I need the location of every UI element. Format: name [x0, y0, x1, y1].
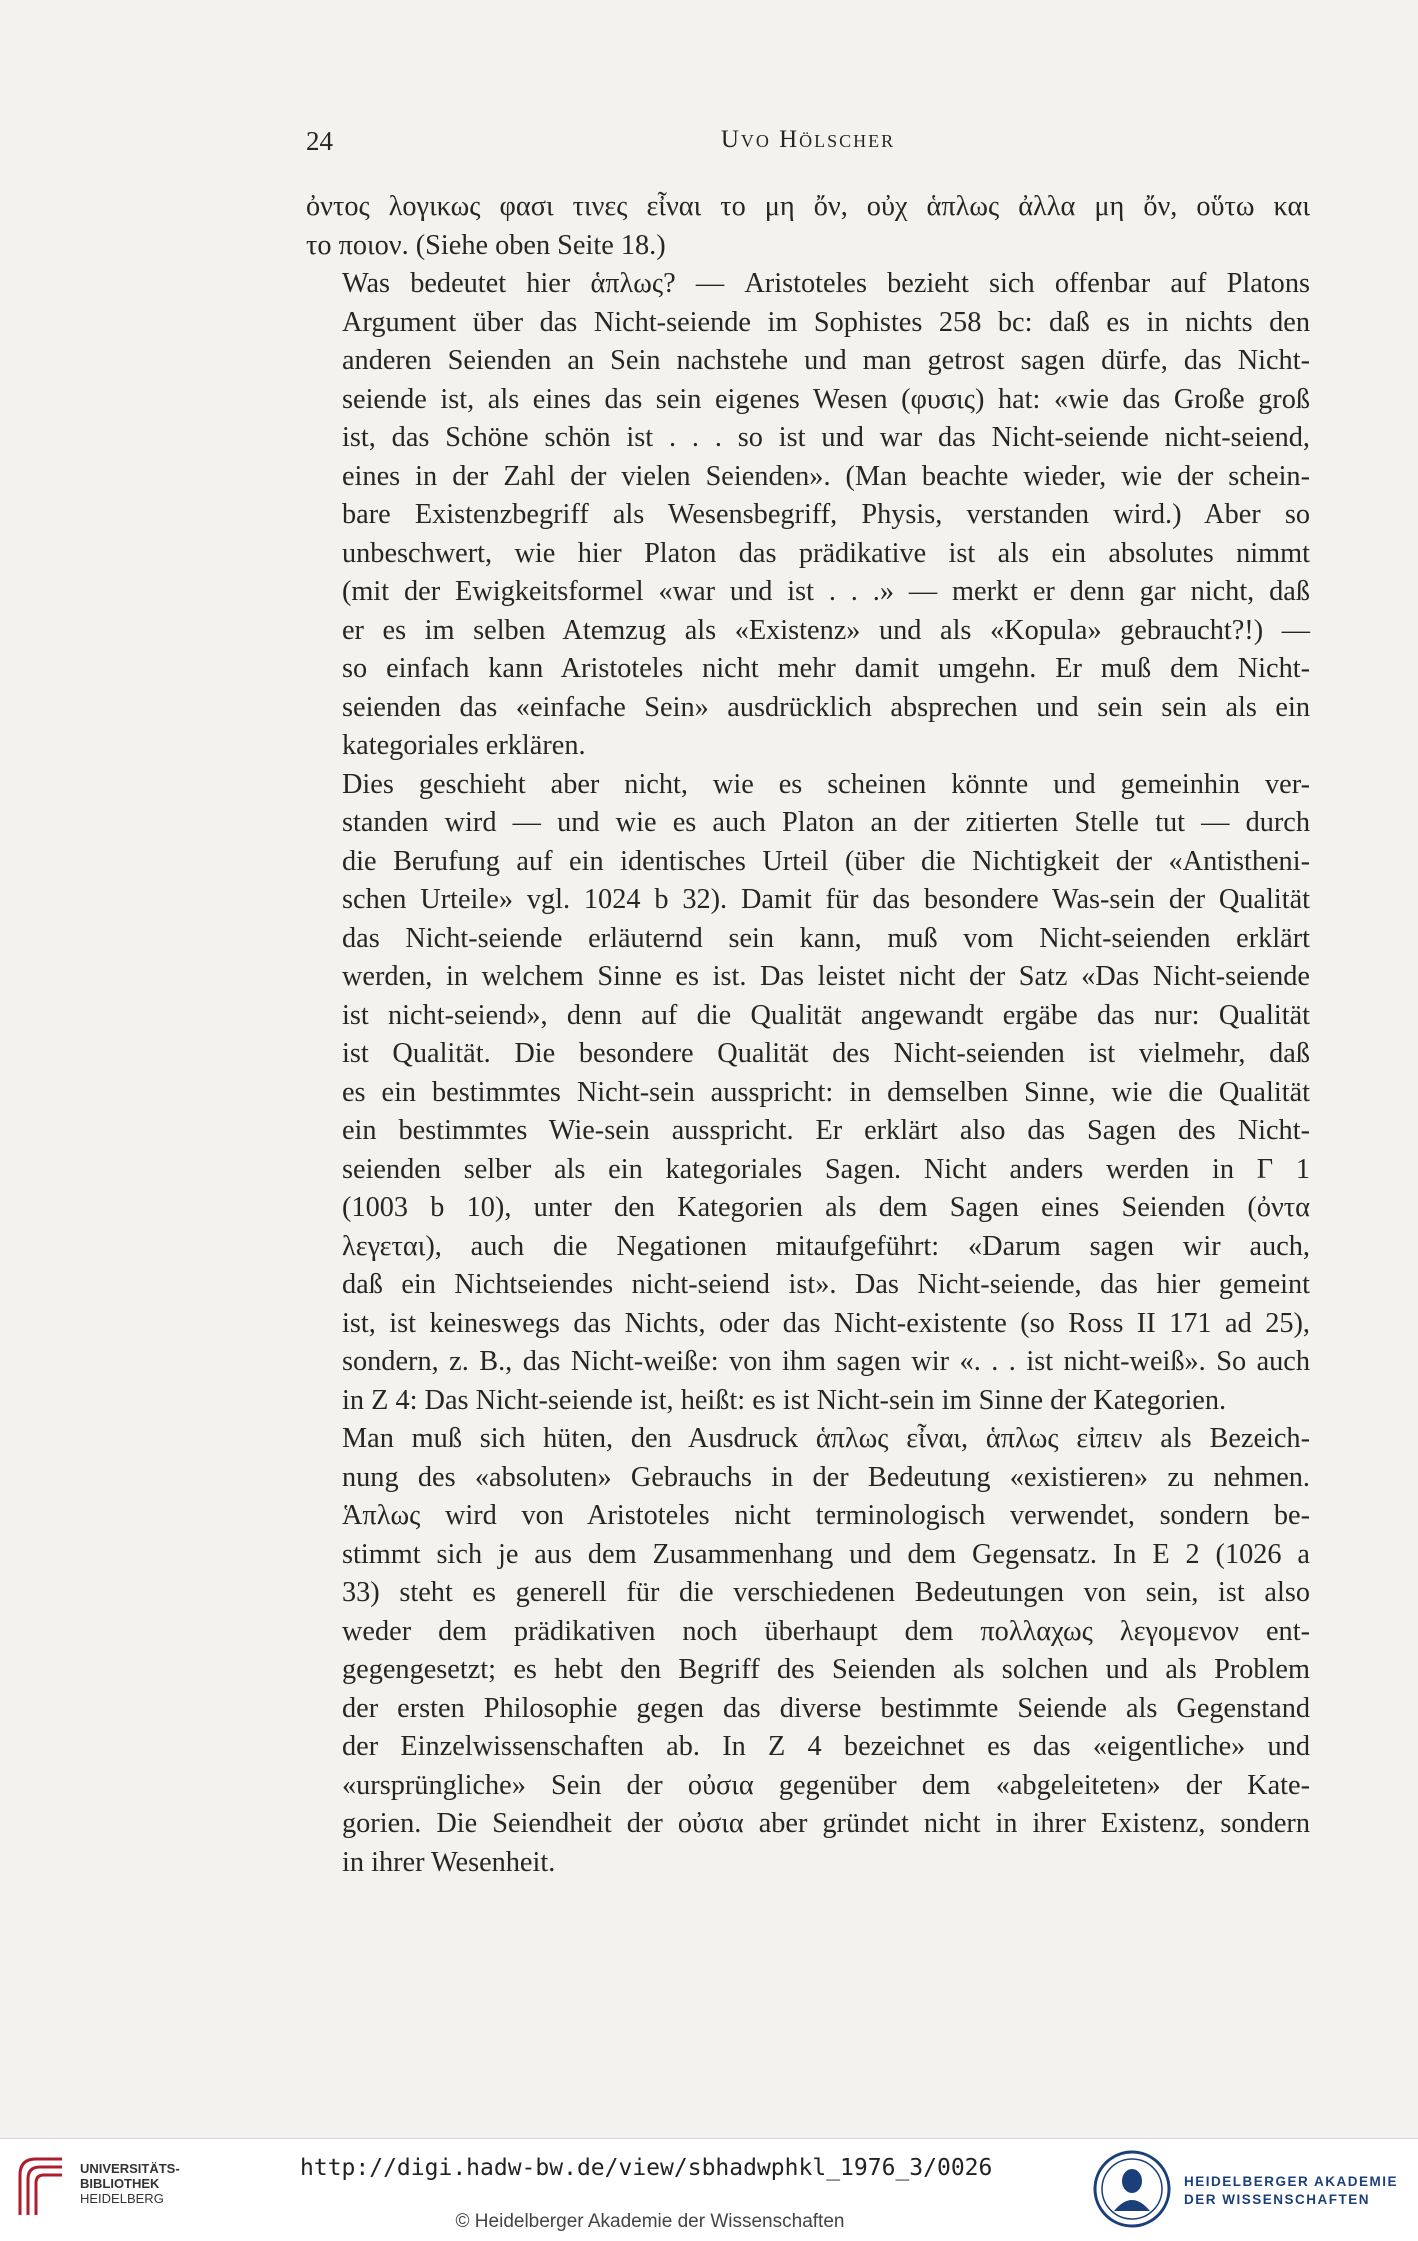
- text-line: das Nicht-seiende erläuternd sein kann, muß vom Nicht-seienden erklärt: [342, 922, 1310, 954]
- text-line: λεγεται), auch die Negationen mitaufgeführt: «Darum sagen wir auch,: [342, 1230, 1310, 1262]
- text-line: kategoriales erklären.: [342, 730, 586, 761]
- page-number: 24: [306, 126, 333, 156]
- text-line: ein bestimmtes Wie-sein ausspricht. Er erklärt also das Sagen des Nicht-: [342, 1115, 1310, 1146]
- text-line: Ἁπλως wird von Aristoteles nicht terminologisch verwendet, sondern be-: [342, 1500, 1310, 1531]
- text-line: gegengesetzt; es hebt den Begriff des Seienden als solchen und als Problem: [342, 1654, 1310, 1685]
- text-line: weder dem prädikativen noch überhaupt dem πολλαχως λεγομενον ent-: [342, 1615, 1310, 1647]
- text-line: Dies geschieht aber nicht, wie es scheinen könnte und gemeinhin ver-: [342, 768, 1310, 800]
- paragraph: [306, 766, 1310, 1421]
- text-line: bare Existenzbegriff als Wesensbegriff, Physis, verstanden wird.) Aber so: [342, 499, 1310, 530]
- text-line: der ersten Philosophie gegen das diverse bestimmte Seiende als Gegenstand: [342, 1692, 1310, 1724]
- academy-seal-icon: [1092, 2149, 1172, 2229]
- text-line: το ποιον. (Siehe oben Seite 18.): [306, 229, 666, 261]
- text-line: die Berufung auf ein identisches Urteil (über die Nichtigkeit der «Antistheni-: [342, 845, 1310, 877]
- text-line: (1003 b 10), unter den Kategorien als dem Sagen eines Seienden (ὀντα: [342, 1192, 1310, 1223]
- text-line: ὀντος λογικως φασι τινες εἶναι το μη ὄν, οὐχ ἁπλως ἀλλα μη ὄν, οὕτω και: [306, 191, 1310, 222]
- text-line: schen Urteile» vgl. 1024 b 32). Damit für das besondere Was-sein der Qualität: [342, 884, 1310, 915]
- text-line: ist nicht-seiend», denn auf die Qualität angewandt ergäbe das nur: Qualität: [342, 999, 1310, 1031]
- text-line: es ein bestimmtes Nicht-sein ausspricht: in demselben Sinne, wie die Qualität: [342, 1076, 1310, 1108]
- text-line: ist, das Schöne schön ist . . . so ist und war das Nicht-seiende nicht-seiend,: [342, 422, 1310, 453]
- text-line: so einfach kann Aristoteles nicht mehr damit umgehn. Er muß dem Nicht-: [342, 653, 1310, 684]
- university-library-logo-icon: [16, 2153, 66, 2219]
- text-line: anderen Seienden an Sein nachstehe und man getrost sagen dürfe, das Nicht-: [342, 345, 1310, 376]
- source-url-link[interactable]: http://digi.hadw-bw.de/view/sbhadwphkl_1976_3/0026: [300, 2155, 993, 2181]
- text-line: stimmt sich je aus dem Zusammenhang und dem Gegensatz. In E 2 (1026 a: [342, 1538, 1310, 1570]
- page-header: [306, 126, 1310, 166]
- text-line: daß ein Nichtseiendes nicht-seiend ist». Das Nicht-seiende, das hier gemeint: [342, 1269, 1310, 1300]
- running-head: Uvo Hölscher: [720, 126, 896, 153]
- text-line: der Einzelwissenschaften ab. In Z 4 bezeichnet es das «eigentliche» und: [342, 1731, 1310, 1762]
- text-line: werden, in welchem Sinne es ist. Das leistet nicht der Satz «Das Nicht-seiende: [342, 961, 1310, 992]
- text-line: er es im selben Atemzug als «Existenz» und als «Kopula» gebraucht?!) —: [342, 614, 1310, 646]
- text-line: gorien. Die Seiendheit der οὐσια aber gründet nicht in ihrer Existenz, sondern: [342, 1808, 1310, 1839]
- text-line: Argument über das Nicht-seiende im Sophistes 258 bc: daß es in nichts den: [342, 306, 1310, 338]
- footer: [0, 2138, 1418, 2241]
- copyright-notice: © Heidelberger Akademie der Wissenschaften: [455, 2211, 845, 2232]
- text-line: Man muß sich hüten, den Ausdruck ἁπλως εἶναι, ἁπλως εἰπειν als Bezeich-: [342, 1423, 1310, 1454]
- text-line: seiende ist, als eines das sein eigenes Wesen (φυσις) hat: «wie das Große groß: [342, 383, 1310, 415]
- text-line: seienden selber als ein kategoriales Sagen. Nicht anders werden in Γ 1: [342, 1153, 1310, 1185]
- text-line: nung des «absoluten» Gebrauchs in der Bedeutung «existieren» zu nehmen.: [342, 1461, 1310, 1493]
- text-line: seienden das «einfache Sein» ausdrücklich absprechen und sein sein als ein: [342, 691, 1310, 723]
- text-line: unbeschwert, wie hier Platon das prädikative ist als ein absolutes nimmt: [342, 537, 1310, 569]
- paragraph: [306, 188, 1310, 265]
- text-line: «ursprüngliche» Sein der οὐσια gegenüber dem «abgeleiteten» der Kate-: [342, 1769, 1310, 1801]
- text-line: 33) steht es generell für die verschiedenen Bedeutungen von sein, ist also: [342, 1577, 1310, 1608]
- text-line: eines in der Zahl der vielen Seienden». (Man beachte wieder, wie der schein-: [342, 460, 1310, 492]
- text-line: ist Qualität. Die besondere Qualität des Nicht-seienden ist vielmehr, daß: [342, 1038, 1310, 1069]
- paragraph: [306, 265, 1310, 766]
- text-line: ist, ist keineswegs das Nichts, oder das Nicht-existente (so Ross II 171 ad 25),: [342, 1307, 1310, 1339]
- body-text: [306, 188, 1310, 1882]
- text-line: standen wird — und wie es auch Platon an der zitierten Stelle tut — durch: [342, 807, 1310, 838]
- text-line: in Z 4: Das Nicht-seiende ist, heißt: es ist Nicht-sein im Sinne der Kategorien.: [342, 1384, 1227, 1416]
- university-library-name: UNIVERSITÄTS- BIBLIOTHEK HEIDELBERG: [80, 2161, 180, 2206]
- text-line: (mit der Ewigkeitsformel «war und ist . . .» — merkt er denn gar nicht, daß: [342, 576, 1310, 607]
- text-line: sondern, z. B., das Nicht-weiße: von ihm sagen wir «. . . ist nicht-weiß». So auch: [342, 1346, 1310, 1377]
- text-line: in ihrer Wesenheit.: [342, 1846, 556, 1878]
- text-line: Was bedeutet hier ἁπλως? — Aristoteles bezieht sich offenbar auf Platons: [342, 268, 1310, 299]
- paragraph: [306, 1420, 1310, 1882]
- academy-name: HEIDELBERGER AKADEMIE DER WISSENSCHAFTEN: [1184, 2174, 1399, 2207]
